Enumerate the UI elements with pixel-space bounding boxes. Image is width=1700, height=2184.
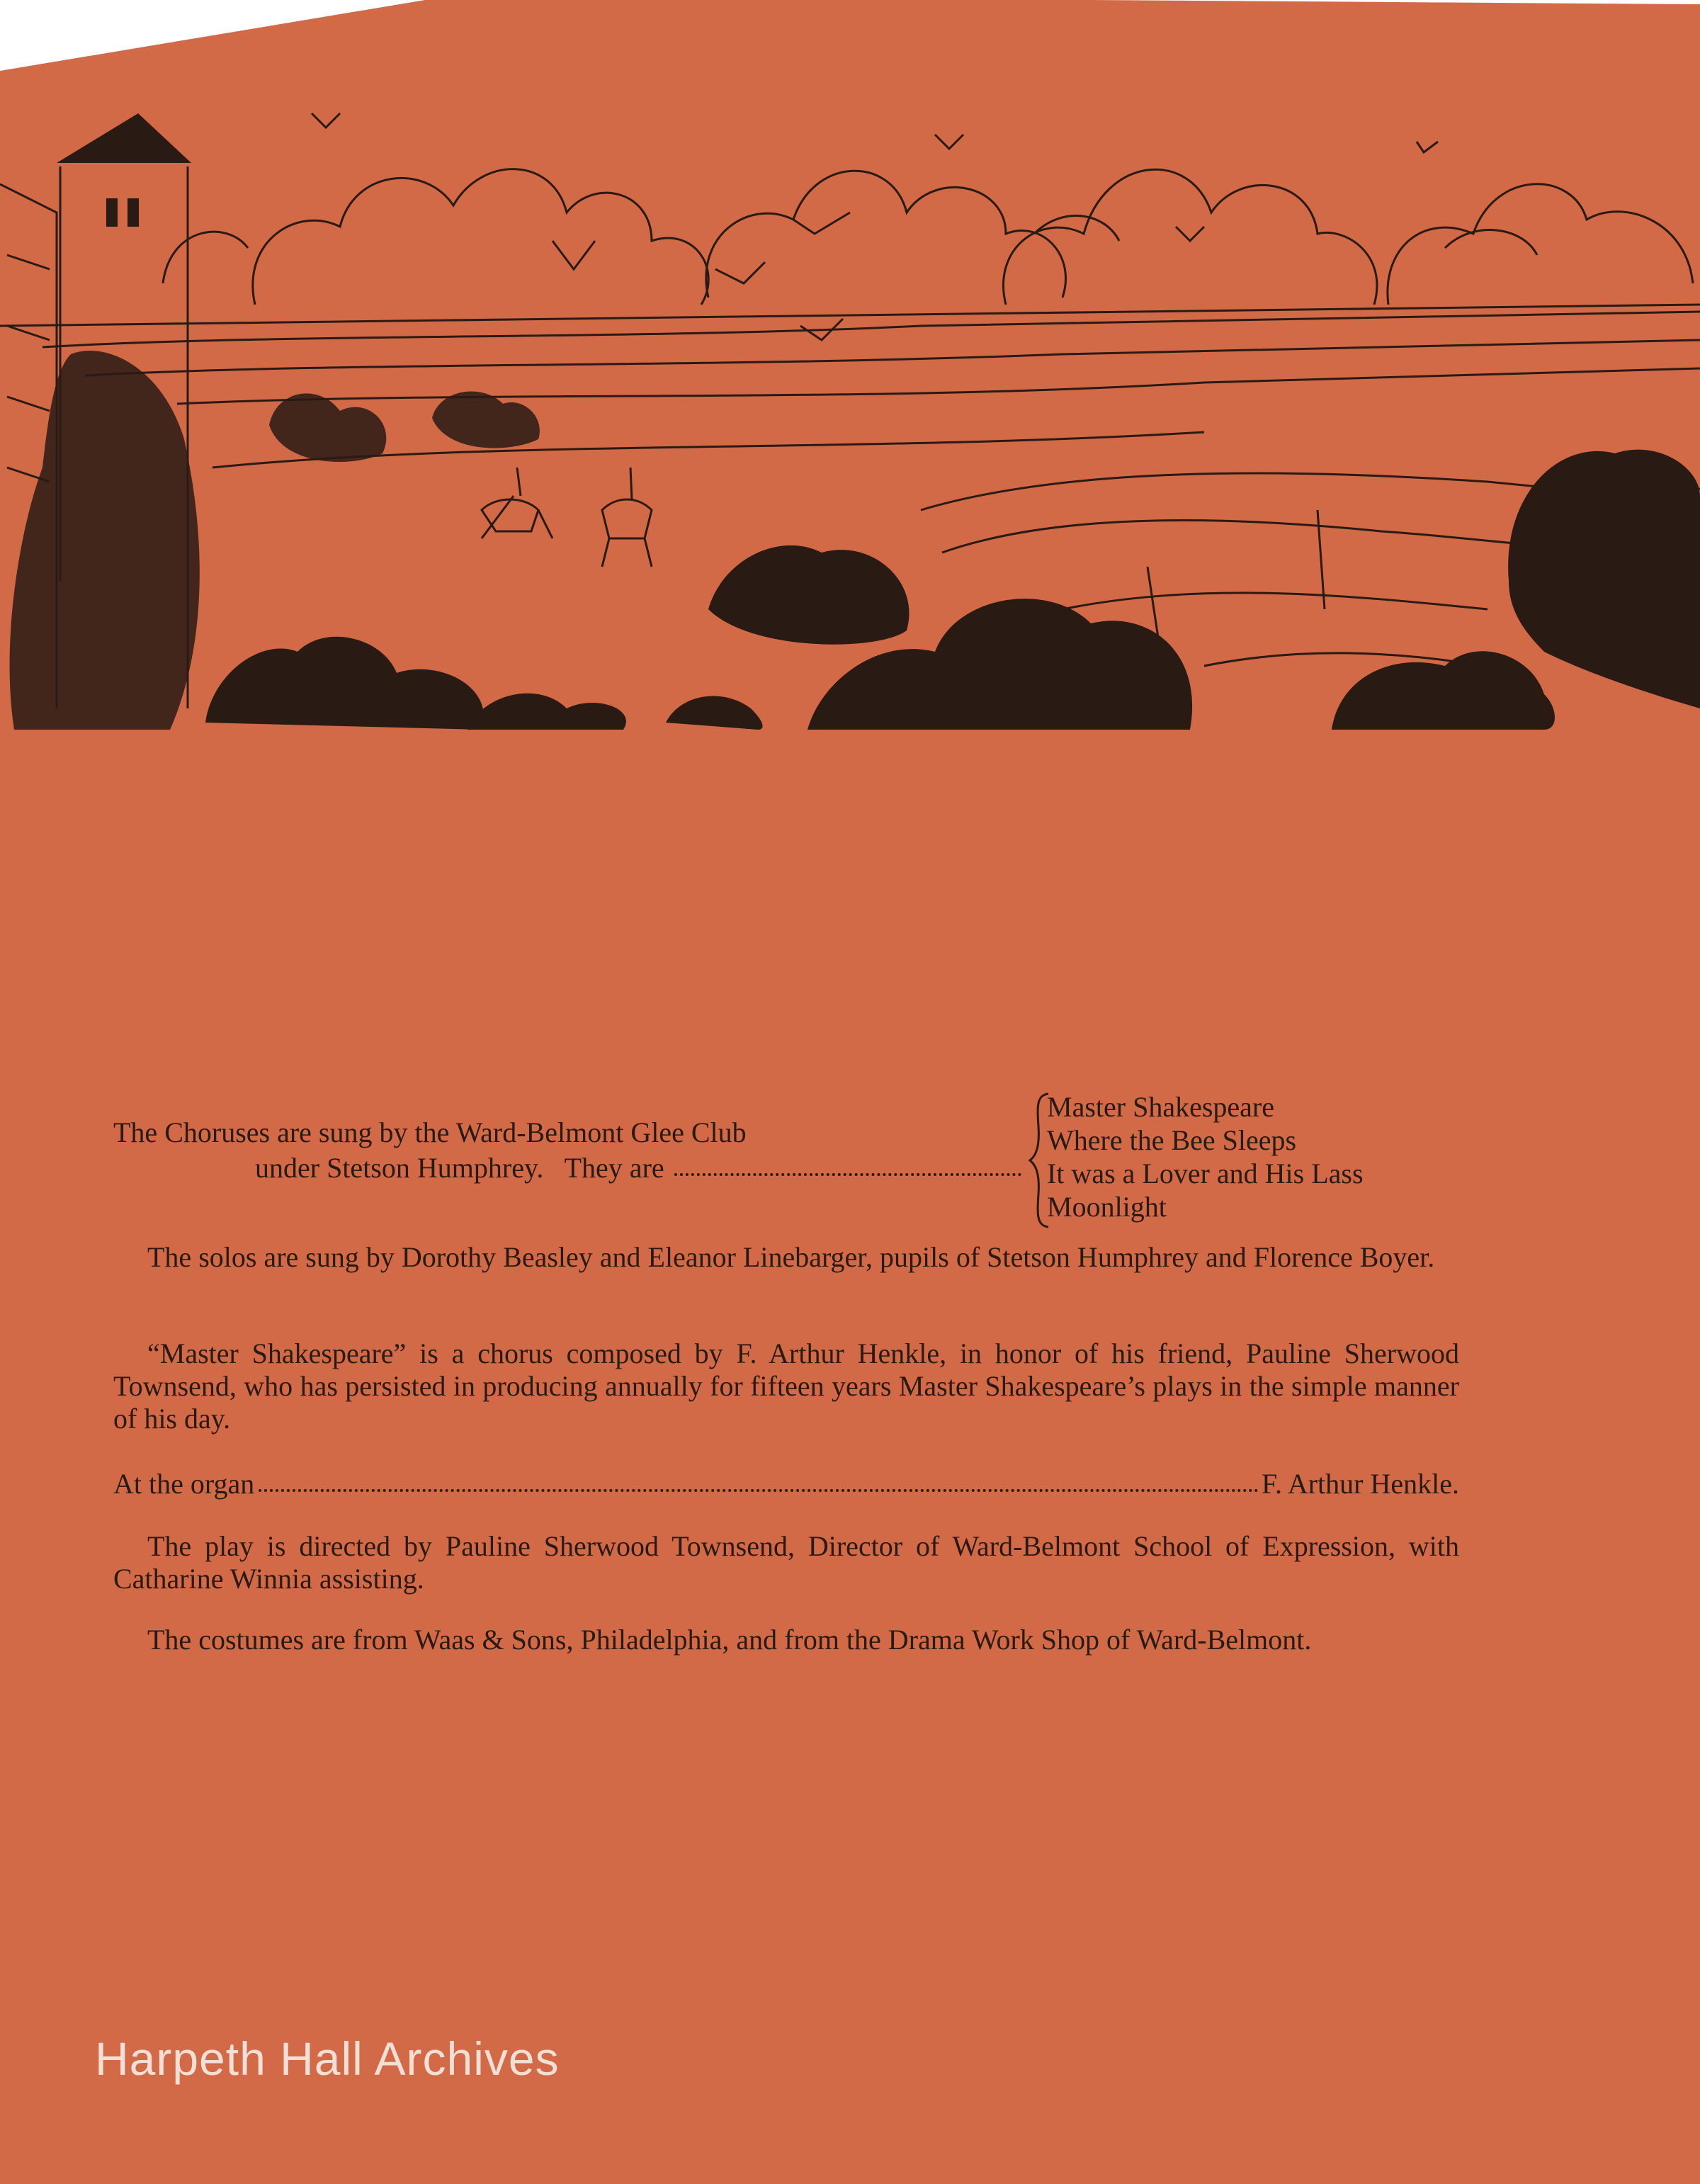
- chorus-item: Master Shakespeare: [1047, 1091, 1274, 1123]
- organ-credit: [113, 1468, 1459, 1500]
- organ-label: At the organ: [113, 1468, 255, 1500]
- torn-corner: [0, 0, 1700, 78]
- dot-leader: [259, 1489, 1259, 1492]
- chorus-intro: [113, 1116, 1027, 1184]
- archive-watermark: Harpeth Hall Archives: [95, 2032, 560, 2085]
- chorus-intro-line1: The Choruses are sung by the Ward-Belmont Glee Club: [113, 1116, 747, 1148]
- master-shakespeare-paragraph: “Master Shakespeare” is a chorus composed by F. Arthur Henkle, in honor of his friend, Pauline Sherwood Townsend, who has persisted in producing annually for fifteen years Master Shakespeare’s plays in the simple manner of his day.: [113, 1337, 1459, 1435]
- costumes-paragraph: The costumes are from Waas & Sons, Philadelphia, and from the Drama Work Shop of Ward-Belmont.: [147, 1624, 1312, 1656]
- director-paragraph: The play is directed by Pauline Sherwood Townsend, Director of Ward-Belmont School of Expression, with Catharine Winnia assisting.: [113, 1530, 1459, 1595]
- chorus-intro-line2-row: [113, 1152, 1027, 1184]
- chorus-item: Moonlight: [1047, 1191, 1167, 1223]
- solos-paragraph: The solos are sung by Dorothy Beasley and Eleanor Linebarger, pupils of Stetson Humphrey and Florence Boyer.: [147, 1241, 1435, 1273]
- chorus-item: It was a Lover and His Lass: [1047, 1158, 1364, 1189]
- chorus-section: [113, 1091, 1459, 1233]
- chorus-item: Where the Bee Sleeps: [1047, 1124, 1297, 1156]
- dot-leader: [674, 1152, 1021, 1176]
- landscape-illustration: [0, 71, 1700, 751]
- chorus-intro-line2: under Stetson Humphrey. They are: [255, 1152, 664, 1184]
- chorus-list: [1047, 1091, 1364, 1224]
- organist-name: F. Arthur Henkle.: [1262, 1468, 1459, 1500]
